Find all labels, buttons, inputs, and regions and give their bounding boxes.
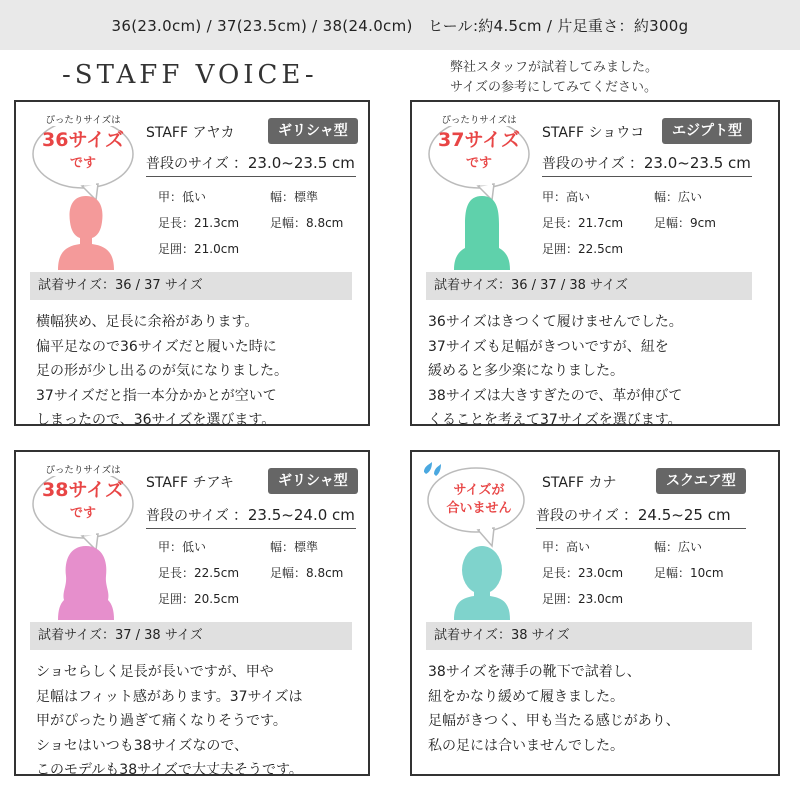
tried-sizes: 試着サイズ：37 / 38 サイズ: [30, 622, 352, 650]
header-bar: [0, 0, 800, 50]
note-line: 弊社スタッフが試着してみました。: [450, 60, 659, 75]
bubble-caption: ぴったりサイズは: [420, 112, 538, 126]
comment-line: しまったので、36サイズを選びます。: [36, 412, 276, 428]
foot-width: 足幅：10cm: [654, 566, 724, 580]
comment-line: 足の形が少し出るのが気になりました。: [36, 363, 288, 379]
usual-size-value: ：24.5~25 cm: [622, 506, 731, 524]
comment-line: 偏平足なので36サイズだと履いた時に: [36, 338, 277, 355]
comment-line: 38サイズを薄手の靴下で試着し、: [428, 664, 641, 680]
bubble-line: サイズが: [453, 483, 505, 498]
bubble-size: 38サイズ: [42, 479, 124, 501]
usual-size-label: 普段のサイズ: [146, 156, 229, 172]
usual-size-label: 普段のサイズ: [542, 156, 625, 172]
comment: [428, 310, 754, 433]
comment-line: 私の足には合いませんでした。: [428, 737, 624, 754]
comment-line: 37サイズだと指一本分かかとが空いて: [36, 387, 277, 404]
comment: [36, 660, 362, 783]
person-avatar-icon: [46, 190, 126, 270]
foot-type-badge: ギリシャ型: [268, 468, 358, 494]
tried-sizes: 試着サイズ：38 サイズ: [426, 622, 752, 650]
foot-girth: 足囲：22.5cm: [542, 242, 624, 256]
foot-width: 足幅：8.8cm: [270, 216, 344, 230]
comment-line: このモデルも38サイズで大丈夫そうです。: [36, 762, 303, 778]
person-avatar-icon: [442, 190, 522, 270]
comment-line: ショセはいつも38サイズなので、: [36, 737, 249, 754]
instep: 甲：高い: [542, 190, 591, 204]
usual-size-label: 普段のサイズ: [536, 508, 619, 524]
comment-line: 足幅がきつく、甲も当たる感じがあり、: [428, 713, 680, 729]
width: 幅：広い: [654, 540, 703, 554]
foot-length: 足長：23.0cm: [542, 566, 624, 580]
usual-size: [542, 152, 752, 177]
sweat-drop-icon: [420, 460, 444, 480]
size-info: 36(23.0cm) / 37(23.5cm) / 38(24.0cm) ヒール:約4.5cm / 片足重さ：約300g: [111, 16, 689, 35]
fit-bubble: [24, 460, 142, 536]
bubble-suffix: です: [69, 156, 96, 171]
staff-card-ayaka: [14, 100, 370, 426]
bubble-suffix: です: [69, 506, 96, 521]
comment-line: ショセらしく足長が長いですが、甲や: [36, 664, 274, 680]
instep: 甲：低い: [158, 540, 207, 554]
comment-line: 36サイズはきつくて履けませんでした。: [428, 314, 683, 330]
foot-type-badge: エジプト型: [662, 118, 752, 144]
comment-line: くることを考えて37サイズを選びます。: [428, 412, 682, 428]
bubble-size: 36サイズ: [42, 129, 124, 151]
staff-name: STAFF チアキ: [146, 475, 234, 491]
comment-line: 紐をかなり緩めて履きました。: [428, 688, 624, 705]
usual-size-value: ：23.5~24.0 cm: [232, 506, 355, 524]
bubble-line: 合いません: [446, 501, 512, 516]
note-line: サイズの参考にしてみてください。: [450, 80, 657, 95]
staff-card-kana: [410, 450, 780, 776]
usual-size-value: ：23.0~23.5 cm: [232, 154, 355, 172]
usual-size: [146, 504, 356, 529]
staff-name: STAFF カナ: [542, 475, 617, 491]
tried-sizes: 試着サイズ：36 / 37 / 38 サイズ: [426, 272, 752, 300]
foot-width: 足幅：8.8cm: [270, 566, 344, 580]
usual-size: [146, 152, 356, 177]
person-avatar-icon: [442, 540, 522, 620]
usual-size: [536, 504, 746, 529]
usual-size-value: ：23.0~23.5 cm: [628, 154, 751, 172]
person-avatar-icon: [46, 540, 126, 620]
foot-girth: 足囲：21.0cm: [158, 242, 240, 256]
comment-line: 甲がぴったり過ぎて痛くなりそうです。: [36, 713, 287, 729]
staff-card-shouko: [410, 100, 780, 426]
instep: 甲：低い: [158, 190, 207, 204]
foot-length: 足長：21.3cm: [158, 216, 240, 230]
bubble-size: 37サイズ: [438, 129, 520, 151]
comment-line: 横幅狭め、足長に余裕があります。: [36, 314, 259, 330]
foot-girth: 足囲：20.5cm: [158, 592, 240, 606]
comment-line: 足幅はフィット感があります。37サイズは: [36, 688, 303, 705]
foot-length: 足長：22.5cm: [158, 566, 240, 580]
fit-bubble: [420, 460, 538, 536]
comment-line: 緩めると多少楽になりました。: [428, 363, 624, 379]
comment: [428, 660, 754, 758]
usual-size-label: 普段のサイズ: [146, 508, 229, 524]
comment: [36, 310, 362, 433]
width: 幅：広い: [654, 190, 703, 204]
fit-bubble: [420, 110, 538, 186]
width: 幅：標準: [270, 540, 319, 554]
foot-length: 足長：21.7cm: [542, 216, 624, 230]
staff-name: STAFF アヤカ: [146, 125, 235, 141]
comment-line: 37サイズも足幅がきついですが、紐を: [428, 338, 669, 355]
foot-type-badge: スクエア型: [656, 468, 746, 494]
foot-type-badge: ギリシャ型: [268, 118, 358, 144]
staff-note: [450, 58, 750, 98]
staff-name: STAFF ショウコ: [542, 125, 645, 141]
bubble-caption: ぴったりサイズは: [24, 112, 142, 126]
instep: 甲：高い: [542, 540, 591, 554]
section-title: -STAFF VOICE-: [62, 60, 318, 90]
fit-bubble: [24, 110, 142, 186]
foot-girth: 足囲：23.0cm: [542, 592, 624, 606]
bubble-suffix: です: [465, 156, 492, 171]
tried-sizes: 試着サイズ：36 / 37 サイズ: [30, 272, 352, 300]
bubble-caption: ぴったりサイズは: [24, 462, 142, 476]
staff-card-chiaki: [14, 450, 370, 776]
comment-line: 38サイズは大きすぎたので、革が伸びて: [428, 387, 683, 404]
foot-width: 足幅：9cm: [654, 216, 716, 230]
width: 幅：標準: [270, 190, 319, 204]
